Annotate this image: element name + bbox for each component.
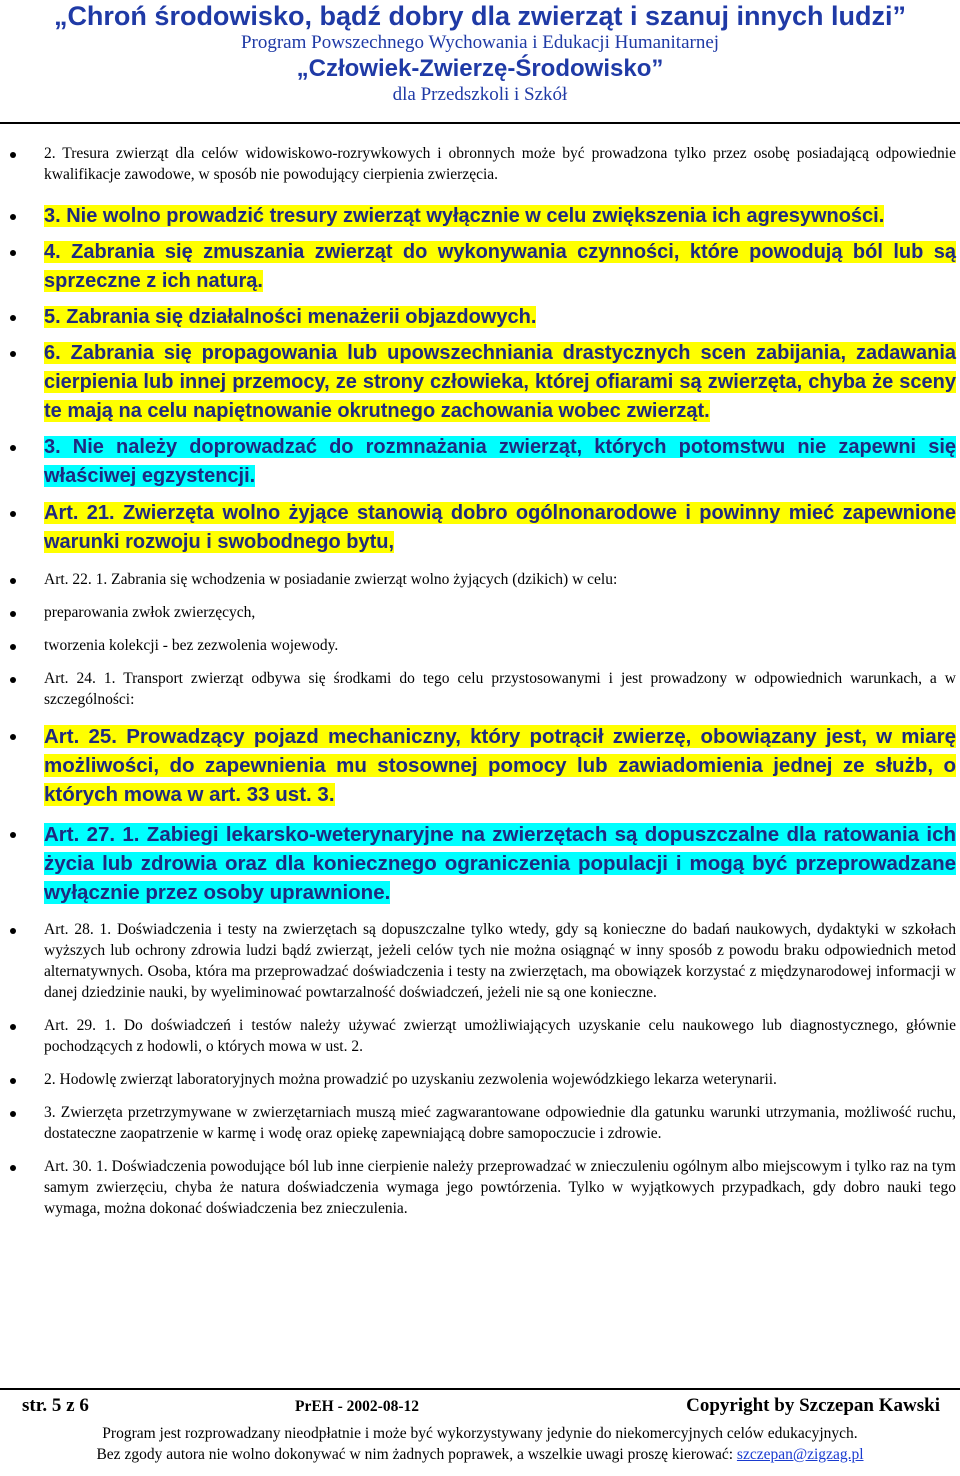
bullet-icon [10, 578, 16, 584]
bullet-icon [10, 214, 16, 220]
header-title: „Chroń środowisko, bądź dobry dla zwierząt i szanuj innych ludzi” [53, 1, 907, 31]
item-text: Art. 24. 1. Transport zwierząt odbywa się środkami do tego celu przystosowanymi i jest prowadzony w odpowiednich warunkach, a w szczególności: [44, 670, 956, 708]
list-item [0, 919, 960, 1003]
item-text: 2. Tresura zwierząt dla celów widowiskowo-rozrywkowych i obronnych może być prowadzona tylko przez osobę posiadającą odpowiednie kwalifikacje zawodowe, w sposób nie powodujący cierpienia zwierzęcia. [44, 145, 956, 183]
bullet-icon [10, 250, 16, 256]
item-text: tworzenia kolekcji - bez zezwolenia wojewody. [44, 637, 339, 654]
bullet-icon [10, 152, 16, 158]
bullet-icon [10, 644, 16, 650]
bullet-icon [10, 677, 16, 683]
footer-line-2-text: Bez zgody autora nie wolno dokonywać w nim żadnych poprawek, a wszelkie uwagi proszę kierować: [96, 1446, 734, 1463]
list-item [0, 238, 960, 296]
copyright: Copyright by Szczepan Kawski [686, 1395, 940, 1416]
item-text: Art. 29. 1. Do doświadczeń i testów należy używać zwierząt umożliwiających uzyskanie celu naukowego lub diagnostycznego, głównie pochodzących z hodowli, o których mowa w ust. 2. [44, 1017, 956, 1055]
bullet-icon [10, 351, 16, 357]
footer-line-2 [0, 1444, 960, 1465]
header-brand: „Człowiek-Zwierzę-Środowisko” [296, 55, 664, 82]
list-item [0, 569, 960, 590]
item-text: Art. 27. 1. Zabiegi lekarsko-weterynaryjne na zwierzętach są dopuszczalne dla ratowania ich życia lub zdrowia oraz dla koniecznego ograniczenia populacji i mogą być przeprowadzane wyłącznie przez osoby uprawnione. [44, 823, 956, 904]
item-text: Art. 30. 1. Doświadczenia powodujące ból lub inne cierpienie należy przeprowadzać w znieczuleniu ogólnym albo miejscowym i tylko raz na tym samym zwierzęciu, chyba że natura doświadczenia wymaga jego powtórzenia. Tylko w wyjątkowych przypadkach, gdy dobro nauki tego wymaga, można dokonać doświadczenia bez znieczulenia. [44, 1158, 956, 1217]
item-text: Art. 25. Prowadzący pojazd mechaniczny, który potrącił zwierzę, obowiązany jest, w miarę możliwości, do zapewnienia mu stosownej pomocy lub zawiadomienia jednej ze służb, o których mowa w art. 33 ust. 3. [44, 725, 956, 806]
item-text: Art. 22. 1. Zabrania się wchodzenia w posiadanie zwierząt wolno żyjących (dzikich) w celu: [44, 571, 618, 588]
item-text: Art. 21. Zwierzęta wolno żyjące stanowią dobro ogólnonarodowe i powinny mieć zapewnione warunki rozwoju i swobodnego bytu, [44, 502, 956, 553]
item-text: Art. 28. 1. Doświadczenia i testy na zwierzętach są dopuszczalne tylko wtedy, gdy są konieczne do badań naukowych, dydaktyki w szkołach wyższych lub ochrony zdrowia ludzi bądź zwierząt, jeżeli celów tych nie można osiągnąć w inny sposób z powodu braku odpowiednich metod alternatywnych. Osoba, która ma przeprowadzać doświadczenia i testy na zwierzętach, ma obowiązek korzystać z międzynarodowej informacji w danej dziedzinie nauki, by wyeliminować powtarzalność doświadczeń, jeżeli nie są one konieczne. [44, 921, 956, 1001]
header-audience: dla Przedszkoli i Szkół [392, 84, 568, 105]
list-item [0, 602, 960, 623]
footer-divider [0, 1388, 960, 1390]
list-item [0, 635, 960, 656]
page-header [0, 1, 960, 107]
bullet-icon [10, 511, 16, 517]
page-number: str. 5 z 6 [22, 1395, 89, 1416]
list-item [0, 202, 960, 231]
item-text: preparowania zwłok zwierzęcych, [44, 604, 256, 621]
bullet-icon [10, 734, 16, 740]
item-text: 3. Nie wolno prowadzić tresury zwierząt wyłącznie w celu zwiększenia ich agresywności. [44, 205, 885, 227]
list-item [0, 303, 960, 332]
item-text: 5. Zabrania się działalności menażerii objazdowych. [44, 306, 537, 328]
list-item [0, 668, 960, 710]
list-item [0, 1069, 960, 1090]
bullet-icon [10, 611, 16, 617]
bullet-icon [10, 1111, 16, 1117]
list-item [0, 722, 960, 809]
list-item [0, 499, 960, 557]
page-footer [0, 1391, 960, 1465]
list-item [0, 1102, 960, 1144]
footer-line-1: Program jest rozprowadzany nieodpłatnie i może być wykorzystywany jedynie do niekomercyjnych celów edukacyjnych. [102, 1425, 858, 1442]
list-item [0, 1156, 960, 1219]
article-list [0, 143, 960, 1219]
bullet-icon [10, 832, 16, 838]
list-item [0, 339, 960, 426]
header-subtitle: Program Powszechnego Wychowania i Edukacji Humanitarnej [240, 32, 720, 53]
bullet-icon [10, 445, 16, 451]
document-id: PrEH - 2002-08-12 [295, 1398, 419, 1415]
bullet-icon [10, 1165, 16, 1171]
list-item [0, 1015, 960, 1057]
item-text: 4. Zabrania się zmuszania zwierząt do wykonywania czynności, które powodują ból lub są sprzeczne z ich naturą. [44, 241, 956, 292]
bullet-icon [10, 1078, 16, 1084]
header-divider [0, 122, 960, 124]
bullet-icon [10, 315, 16, 321]
item-text: 3. Nie należy doprowadzać do rozmnażania zwierząt, których potomstwu nie zapewni się właściwej egzystencji. [44, 436, 956, 487]
item-text: 2. Hodowlę zwierząt laboratoryjnych można prowadzić po uzyskaniu zezwolenia wojewódzkiego lekarza weterynarii. [44, 1071, 777, 1088]
bullet-icon [10, 1024, 16, 1030]
email-link[interactable]: szczepan@zigzag.pl [736, 1446, 864, 1463]
list-item [0, 143, 960, 185]
list-item [0, 820, 960, 907]
list-item [0, 433, 960, 491]
bullet-icon [10, 928, 16, 934]
item-text: 6. Zabrania się propagowania lub upowszechniania drastycznych scen zabijania, zadawania cierpienia lub innej przemocy, ze strony człowieka, której ofiarami są zwierzęta, chyba że sceny te mają na celu napiętnowanie okrutnego zachowania wobec zwierząt. [44, 342, 956, 422]
item-text: 3. Zwierzęta przetrzymywane w zwierzętarniach muszą mieć zagwarantowane odpowiednie dla gatunku warunki utrzymania, możliwość ruchu, dostateczne zaopatrzenie w karmę i wodę oraz opiekę zapewniającą dobre samopoczucie i zdrowie. [44, 1104, 956, 1142]
